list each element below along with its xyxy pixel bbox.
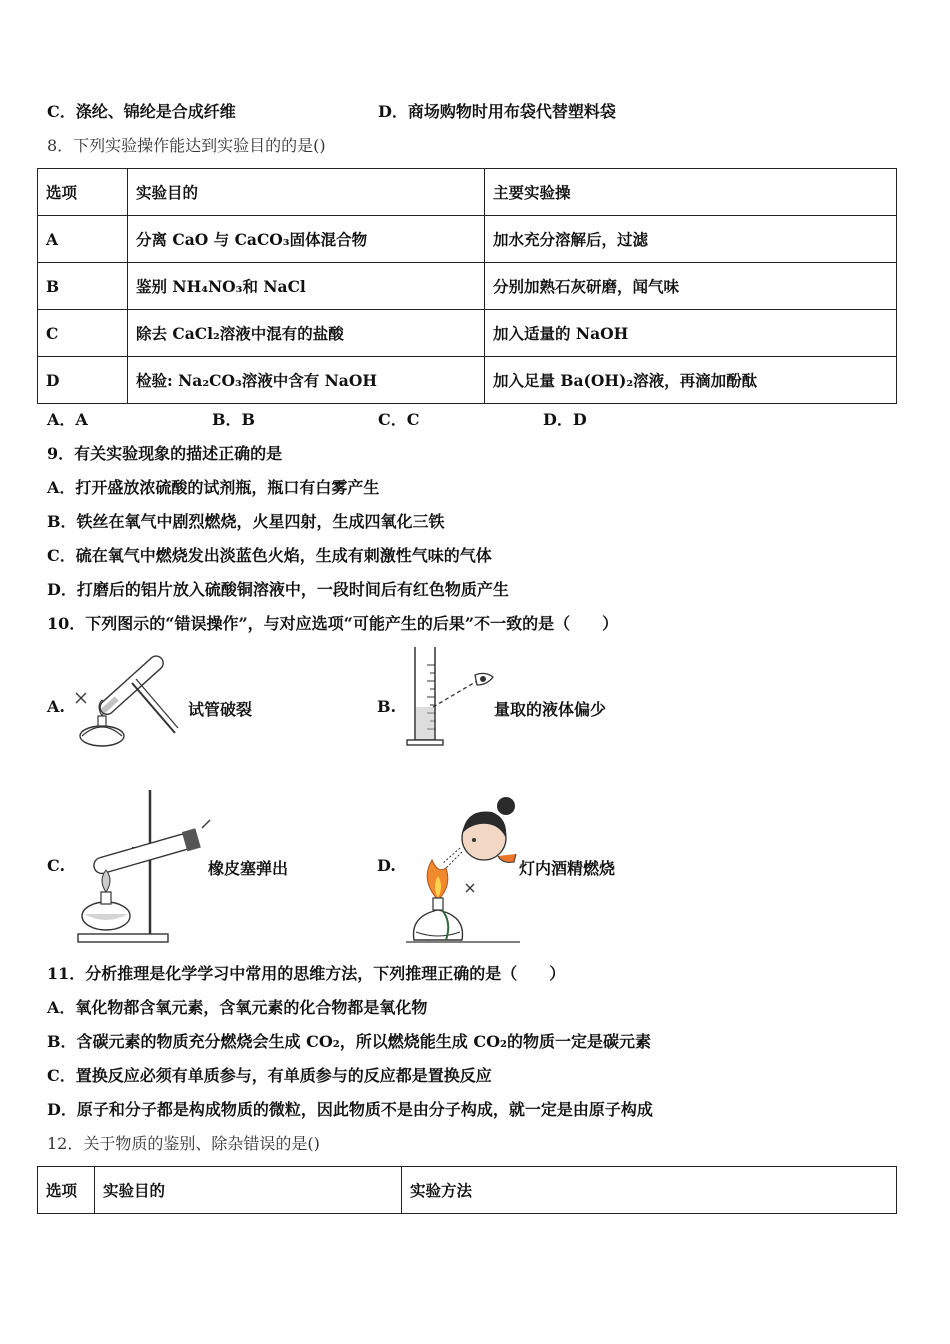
q12-table bbox=[37, 1166, 897, 1214]
table-row bbox=[38, 357, 897, 404]
q8-table bbox=[37, 168, 897, 404]
table-row bbox=[38, 310, 897, 357]
q9-option-c: C．硫在氧气中燃烧发出淡蓝色火焰，生成有刺激性气味的气体 bbox=[47, 546, 492, 565]
q10-a-caption: 试管破裂 bbox=[188, 700, 253, 719]
table-header-cell: 主要实验操 bbox=[485, 169, 897, 216]
q10-a-letter: A. bbox=[47, 697, 65, 716]
table-cell: 分离 CaO 与 CaCO₃固体混合物 bbox=[128, 216, 485, 263]
q12-stem: 12．关于物质的鉴别、除杂错误的是() bbox=[47, 1134, 320, 1153]
q10-d-letter: D. bbox=[377, 856, 396, 875]
q9-option-a: A．打开盛放浓硫酸的试剂瓶，瓶口有白雾产生 bbox=[47, 478, 380, 497]
q8-stem: 8．下列实验操作能达到实验目的的是() bbox=[47, 136, 326, 155]
q8-answer-d: D．D bbox=[543, 410, 587, 429]
table-cell: 检验: Na₂CO₃溶液中含有 NaOH bbox=[128, 357, 485, 404]
q10-d-caption: 灯内酒精燃烧 bbox=[519, 859, 616, 878]
table-cell: A bbox=[38, 216, 128, 263]
graduated-cylinder-icon bbox=[403, 645, 498, 750]
table-cell: 除去 CaCl₂溶液中混有的盐酸 bbox=[128, 310, 485, 357]
table-cell: 加入适量的 NaOH bbox=[485, 310, 897, 357]
q8-answer-options bbox=[47, 410, 587, 430]
q11-option-b: B．含碳元素的物质充分燃烧会生成 CO₂，所以燃烧能生成 CO₂的物质一定是碳元素 bbox=[47, 1032, 652, 1051]
table-header-row bbox=[38, 1167, 897, 1214]
q10-b-letter: B. bbox=[377, 697, 397, 716]
table-cell: D bbox=[38, 357, 128, 404]
table-header-row bbox=[38, 169, 897, 216]
alcohol-lamp-blowing-icon bbox=[402, 782, 532, 946]
table-cell: C bbox=[38, 310, 128, 357]
q8-answer-c: C．C bbox=[378, 410, 420, 429]
q10-c-letter: C. bbox=[47, 856, 66, 875]
q7-option-c: C．涤纶、锦纶是合成纤维 bbox=[47, 102, 236, 121]
table-header-cell: 实验目的 bbox=[128, 169, 485, 216]
q9-stem: 9．有关实验现象的描述正确的是 bbox=[47, 444, 283, 463]
q11-option-a: A．氧化物都含氧元素，含氧元素的化合物都是氧化物 bbox=[47, 998, 428, 1017]
table-cell: 加入足量 Ba(OH)₂溶液，再滴加酚酞 bbox=[485, 357, 897, 404]
table-header-cell: 选项 bbox=[38, 169, 128, 216]
q8-answer-a: A．A bbox=[47, 410, 88, 429]
q10-stem: 10．下列图示的“错误操作”，与对应选项“可能产生的后果”不一致的是（ ） bbox=[47, 614, 619, 633]
table-row bbox=[38, 216, 897, 263]
table-header-cell: 实验方法 bbox=[402, 1167, 897, 1214]
q11-option-c: C．置换反应必须有单质参与，有单质参与的反应都是置换反应 bbox=[47, 1066, 492, 1085]
table-header-cell: 实验目的 bbox=[95, 1167, 402, 1214]
table-cell: B bbox=[38, 263, 128, 310]
q10-c-caption: 橡皮塞弹出 bbox=[208, 859, 289, 878]
table-cell: 分别加熟石灰研磨，闻气味 bbox=[485, 263, 897, 310]
table-cell: 加水充分溶解后，过滤 bbox=[485, 216, 897, 263]
q9-option-b: B．铁丝在氧气中剧烈燃烧，火星四射，生成四氧化三铁 bbox=[47, 512, 445, 531]
q9-option-d: D．打磨后的铝片放入硫酸铜溶液中，一段时间后有红色物质产生 bbox=[47, 580, 509, 599]
q10-b-caption: 量取的液体偏少 bbox=[494, 700, 607, 719]
iron-stand-heating-icon bbox=[70, 786, 215, 948]
q11-stem: 11．分析推理是化学学习中常用的思维方法，下列推理正确的是（ ） bbox=[47, 964, 566, 983]
table-cell: 鉴别 NH₄NO₃和 NaCl bbox=[128, 263, 485, 310]
q11-option-d: D．原子和分子都是构成物质的微粒，因此物质不是由分子构成，就一定是由原子构成 bbox=[47, 1100, 653, 1119]
test-tube-heating-icon bbox=[70, 648, 190, 753]
table-row bbox=[38, 263, 897, 310]
q8-answer-b: B．B bbox=[212, 410, 256, 429]
table-header-cell: 选项 bbox=[38, 1167, 95, 1214]
q7-option-d: D．商场购物时用布袋代替塑料袋 bbox=[378, 102, 616, 121]
